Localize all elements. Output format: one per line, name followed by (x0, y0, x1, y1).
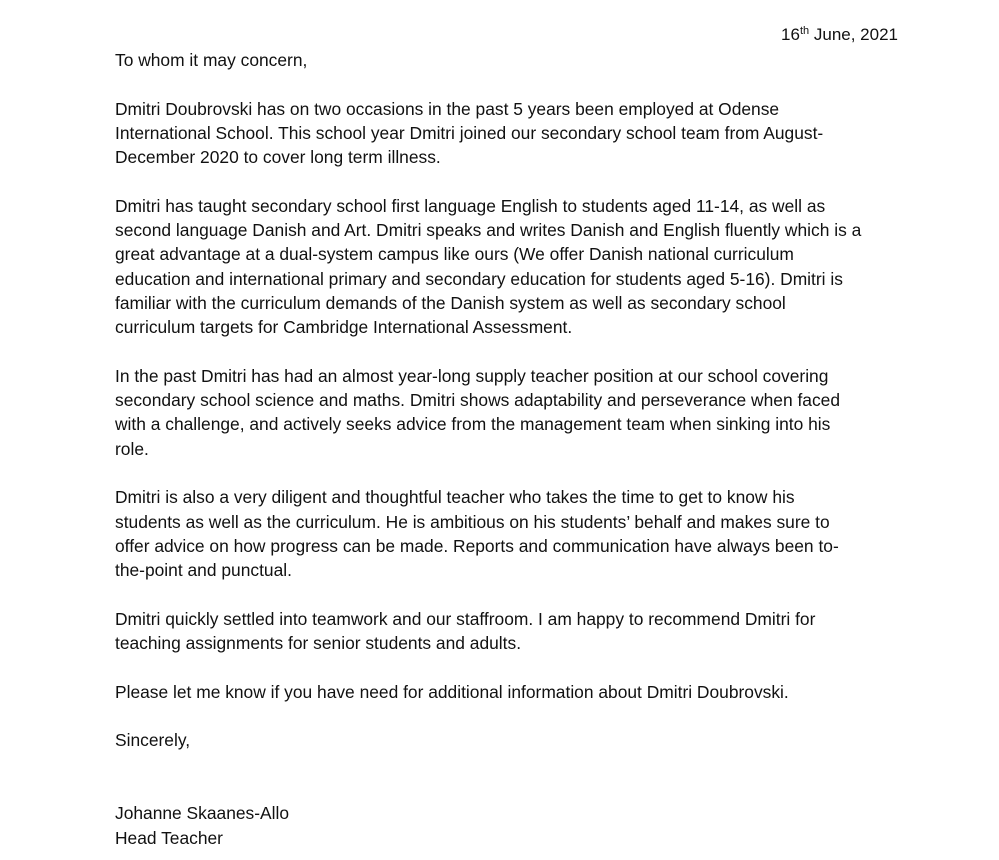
text-line: second language Danish and Art. Dmitri speaks and writes Danish and English fluently which is a (115, 220, 862, 241)
paragraph-qualities (115, 485, 905, 582)
text-line: Please let me know if you have need for additional information about Dmitri Doubrovski. (115, 681, 789, 702)
text-line: offer advice on how progress can be made. Reports and communication have always been to- (115, 535, 839, 556)
text-line: with a challenge, and actively seeks advice from the management team when sinking into his (115, 414, 831, 435)
text-line: Dmitri quickly settled into teamwork and our staffroom. I am happy to recommend Dmitri for (115, 608, 816, 629)
letter-body (115, 48, 905, 850)
paragraph-contact (115, 680, 905, 704)
text-line: familiar with the curriculum demands of the Danish system as well as secondary school (115, 292, 786, 313)
letter-date (781, 24, 898, 46)
text-line: Dmitri is also a very diligent and thoughtful teacher who takes the time to get to know his (115, 487, 795, 508)
signer-title: Head Teacher (115, 827, 223, 848)
text-line: role. (115, 438, 149, 459)
text-line: great advantage at a dual-system campus like ours (We offer Danish national curriculum (115, 244, 794, 265)
date-day: 16 (781, 25, 800, 44)
text-line: International School. This school year Dmitri joined our secondary school team from August- (115, 122, 824, 143)
signer-name: Johanne Skaanes-Allo (115, 803, 290, 824)
text-line: Dmitri has taught secondary school first language English to students aged 11-14, as well as (115, 195, 826, 216)
text-line: Dmitri Doubrovski has on two occasions in the past 5 years been employed at Odense (115, 98, 780, 119)
text-line: education and international primary and secondary education for students aged 5-16). Dmitri is (115, 268, 843, 289)
text-line: teaching assignments for senior students and adults. (115, 633, 522, 654)
closing: Sincerely, (115, 730, 191, 751)
text-line: students as well as the curriculum. He is ambitious on his students’ behalf and makes sure to (115, 511, 830, 532)
text-line: secondary school science and maths. Dmitri shows adaptability and perseverance when faced (115, 390, 840, 411)
text-line: In the past Dmitri has had an almost year-long supply teacher position at our school covering (115, 365, 829, 386)
paragraph-recommendation (115, 607, 905, 656)
date-month-year: June, 2021 (809, 25, 898, 44)
text-line: December 2020 to cover long term illness. (115, 147, 441, 168)
paragraph-supply-teaching (115, 364, 905, 461)
text-line: the-point and punctual. (115, 560, 292, 581)
paragraph-employment (115, 97, 905, 170)
salutation: To whom it may concern, (115, 50, 308, 70)
text-line: curriculum targets for Cambridge International Assessment. (115, 317, 573, 338)
date-suffix: th (799, 25, 810, 37)
paragraph-teaching (115, 194, 905, 340)
